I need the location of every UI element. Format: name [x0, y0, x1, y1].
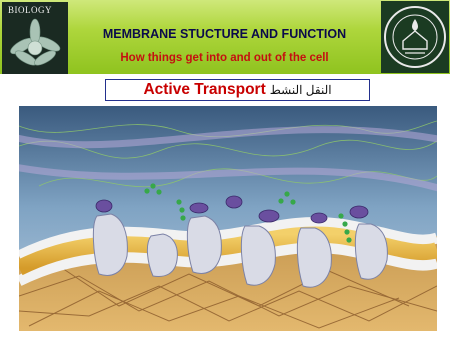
membrane-illustration — [19, 106, 437, 331]
slide-title: MEMBRANE STUCTURE AND FUNCTION — [102, 27, 347, 41]
slide-subtitle: How things get into and out of the cell — [120, 52, 329, 64]
university-seal-logo — [381, 1, 449, 73]
membrane-drawing — [19, 106, 437, 331]
succulent-plant-art — [2, 16, 68, 74]
heading-english: Active Transport — [143, 81, 266, 98]
book-cover-title: BIOLOGY — [8, 5, 52, 15]
heading-arabic: النقل النشط — [269, 83, 332, 97]
book-cover-image — [2, 2, 68, 74]
heading-box — [105, 79, 370, 101]
